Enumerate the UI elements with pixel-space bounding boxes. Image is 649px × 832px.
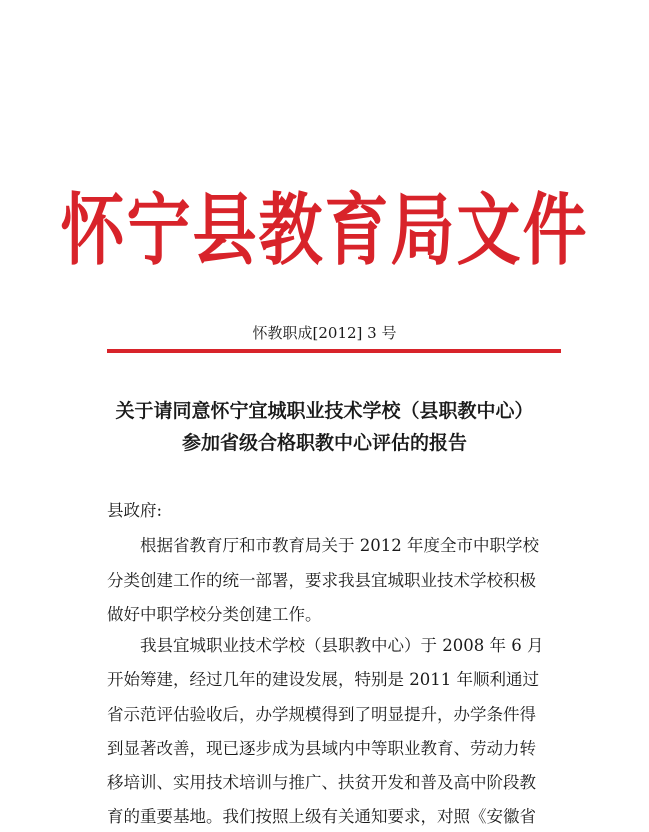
body-line: 做好中职学校分类创建工作。 bbox=[107, 605, 322, 624]
header-title: 怀宁县教育局文件 bbox=[60, 185, 589, 277]
salutation: 县政府: bbox=[107, 501, 163, 520]
body-line: 我县宜城职业技术学校（县职教中心）于 2008 年 6 月 bbox=[140, 636, 544, 655]
body-line: 分类创建工作的统一部署，要求我县宜城职业技术学校积极 bbox=[107, 571, 536, 590]
report-title-line-1: 关于请同意怀宁宜城职业技术学校（县职教中心） bbox=[115, 400, 534, 422]
body-line: 育的重要基地。我们按照上级有关通知要求，对照《安徽省 bbox=[107, 807, 536, 826]
report-title-line-2: 参加省级合格职教中心评估的报告 bbox=[181, 432, 467, 454]
body-line: 省示范评估验收后，办学规模得到了明显提升，办学条件得 bbox=[107, 705, 536, 724]
body-line: 开始筹建，经过几年的建设发展，特别是 2011 年顺利通过 bbox=[107, 670, 539, 689]
body-line: 移培训、实用技术培训与推广、扶贫开发和普及高中阶段教 bbox=[107, 773, 536, 792]
body-line: 根据省教育厅和市教育局关于 2012 年度全市中职学校 bbox=[140, 536, 539, 555]
document-number: 怀教职成[2012] 3 号 bbox=[252, 324, 397, 342]
body-line: 到显著改善，现已逐步成为县域内中等职业教育、劳动力转 bbox=[107, 739, 536, 758]
red-divider bbox=[107, 349, 561, 353]
